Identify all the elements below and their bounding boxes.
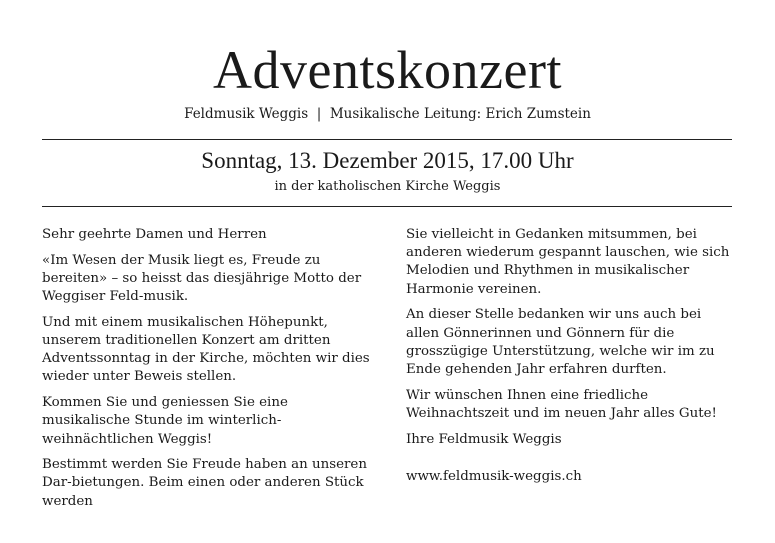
salutation: Sehr geehrte Damen und Herren [42, 227, 267, 242]
page-title: Adventskonzert [213, 40, 562, 100]
left-column [42, 226, 372, 518]
event-venue: in der katholischen Kirche Weggis [274, 179, 501, 194]
signature: Ihre Feldmusik Weggis [406, 431, 562, 447]
paragraph-performance: Bestimmt werden Sie Freude haben an unseren Dar-bietungen. Beim einen oder anderen Stück werden [42, 457, 367, 509]
top-divider [42, 139, 732, 140]
paragraph-invite: Kommen Sie und geniessen Sie eine musikalische Stunde im winterlich-weihnächtlichen Weggis! [42, 395, 288, 447]
subtitle: Feldmusik Weggis | Musikalische Leitung: Erich Zumstein [184, 106, 591, 122]
event-date: Sonntag, 13. Dezember 2015, 17.00 Uhr [201, 148, 574, 173]
paragraph-listening: Sie vielleicht in Gedanken mitsummen, bei anderen wiederum gespannt lauschen, wie sich Melodien und Rhythmen in musikalischer Harmonie vereinen. [406, 227, 730, 297]
spacer [406, 456, 736, 468]
bottom-divider [42, 206, 732, 207]
right-column [406, 226, 736, 494]
paragraph-motto: «Im Wesen der Musik liegt es, Freude zu bereiten» – so heisst das diesjährige Motto der Weggiser Feld-musik. [42, 252, 362, 305]
paragraph-highlight: Und mit einem musikalischen Höhepunkt, unserem traditionellen Konzert am dritten Adventssonntag in der Kirche, möchten wir dies wieder unter Beweis stellen. [42, 314, 370, 385]
paragraph-wishes: Wir wünschen Ihnen eine friedliche Weihnachtszeit und im neuen Jahr alles Gute! [406, 387, 717, 421]
website-link[interactable]: www.feldmusik-weggis.ch [406, 469, 582, 485]
paragraph-thanks: An dieser Stelle bedanken wir uns auch bei allen Gönnerinnen und Gönnern für die grosszügige Unterstützung, welche wir im zu Ende gehenden Jahr erfahren durften. [406, 307, 715, 377]
